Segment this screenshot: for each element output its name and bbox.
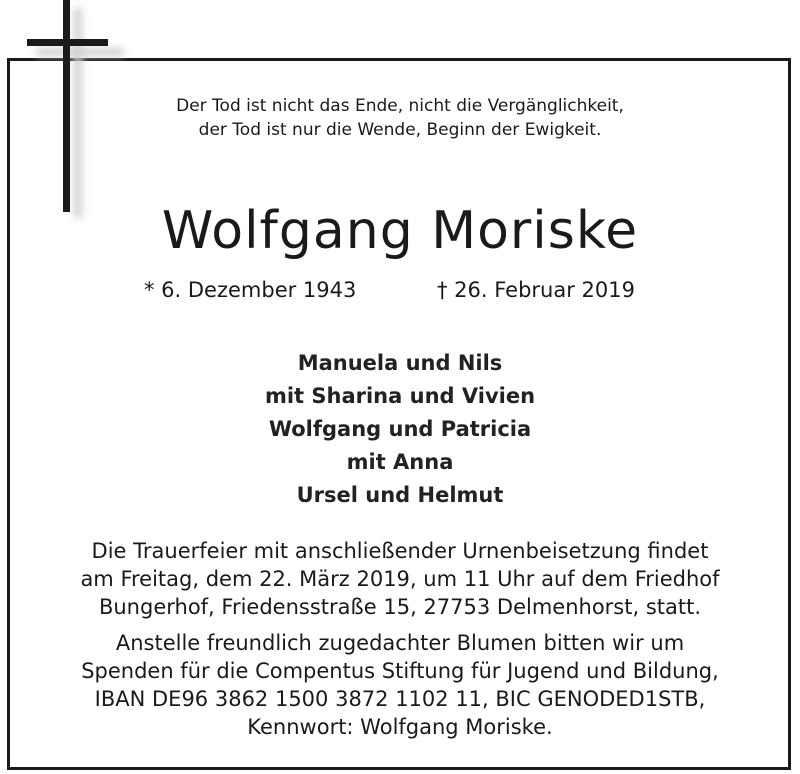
- mourner-line: Manuela und Nils: [297, 351, 503, 375]
- donation-line-1: Anstelle freundlich zugedachter Blumen bitten wir um: [115, 631, 685, 655]
- service-line-2: am Freitag, dem 22. März 2019, um 11 Uhr auf dem Friedhof: [80, 567, 720, 591]
- service-line-1: Die Trauerfeier mit anschließender Urnenbeisetzung findet: [91, 539, 709, 563]
- quote-line-1: Der Tod ist nicht das Ende, nicht die Vergänglichkeit,: [176, 96, 624, 116]
- service-line-3: Bungerhof, Friedensstraße 15, 27753 Delmenhorst, statt.: [98, 595, 702, 619]
- mourner-line: Wolfgang und Patricia: [268, 417, 532, 441]
- donation-request: [30, 629, 770, 741]
- donation-line-2: Spenden für die Compentus Stiftung für Jugend und Bildung,: [81, 659, 719, 683]
- birth-date: * 6. Dezember 1943: [144, 278, 357, 302]
- death-date: † 26. Februar 2019: [437, 278, 635, 302]
- mourners-list: [200, 347, 600, 512]
- memorial-quote: [100, 94, 700, 142]
- quote-line-2: der Tod ist nur die Wende, Beginn der Ewigkeit.: [198, 120, 602, 140]
- deceased-name: Wolfgang Moriske: [161, 201, 639, 261]
- funeral-service-info: [40, 537, 760, 621]
- donation-line-3: IBAN DE96 3862 1500 3872 1102 11, BIC GENODED1STB,: [94, 687, 706, 711]
- mourner-line: Ursel und Helmut: [296, 483, 504, 507]
- mourner-line: mit Anna: [346, 450, 454, 474]
- donation-line-4: Kennwort: Wolfgang Moriske.: [247, 715, 553, 739]
- mourner-line: mit Sharina und Vivien: [264, 384, 536, 408]
